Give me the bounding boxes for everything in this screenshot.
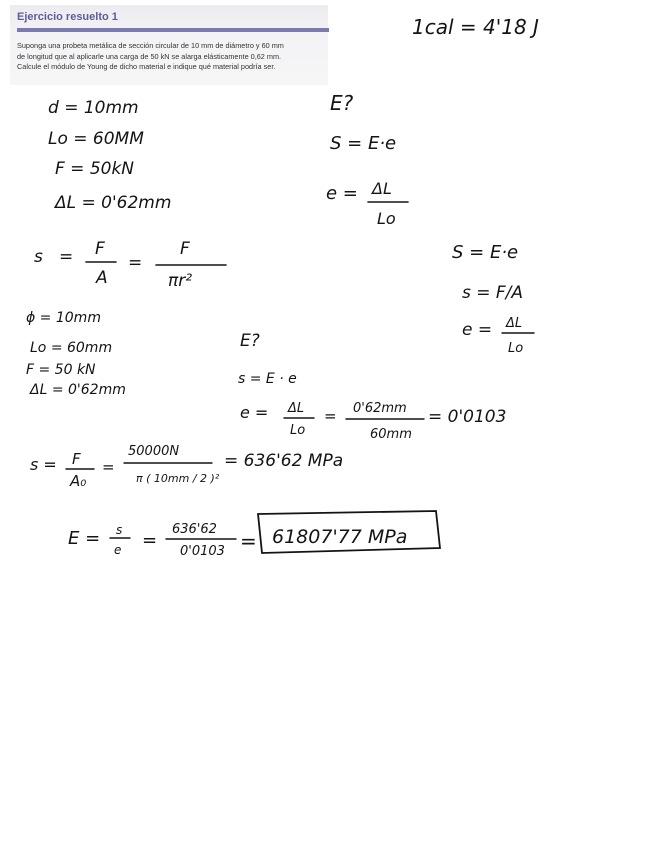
- data2-diameter: ϕ = 10mm: [26, 310, 101, 326]
- problem-line-3: Calcule el módulo de Young de dicho material e indique qué material podría ser.: [17, 62, 276, 71]
- force-value: 50000N: [128, 444, 180, 459]
- unknown-young: E?: [330, 91, 354, 115]
- equals-5: =: [142, 530, 158, 551]
- strain-denominator: Lo: [377, 209, 396, 228]
- strain-num-2: ΔL: [506, 316, 523, 331]
- hooke-law: S = E·e: [330, 133, 397, 154]
- force-numerator-2: F: [180, 239, 190, 259]
- data-elongation: ΔL = 0'62mm: [55, 193, 172, 213]
- force-numerator: F: [95, 239, 105, 259]
- young-calc-e: e: [114, 543, 122, 557]
- data-diameter: d = 10mm: [48, 98, 139, 118]
- hooke-law-2: S = E·e: [452, 242, 519, 263]
- conversion-note: 1cal = 4'18 J: [412, 15, 539, 39]
- data-length: Lo = 60MM: [48, 129, 144, 149]
- equals-2: =: [128, 253, 143, 273]
- strain-den-3: Lo: [290, 423, 306, 438]
- strain-num-3: ΔL: [288, 401, 305, 416]
- equals-4: =: [102, 458, 115, 476]
- stress-value: 636'62: [172, 522, 217, 537]
- strain-result: = 0'0103: [428, 407, 507, 427]
- strain-value: 0'0103: [180, 544, 225, 559]
- equals-6: =: [240, 529, 257, 553]
- data2-length: Lo = 60mm: [30, 340, 113, 356]
- data2-force: F = 50 kN: [26, 362, 96, 378]
- unknown-young-2: E?: [240, 331, 260, 351]
- stress-calc-lhs: s =: [30, 455, 57, 474]
- young-modulus-result: 61807'77 MPa: [272, 526, 408, 548]
- exercise-title: Ejercicio resuelto 1: [17, 11, 118, 23]
- strain-lhs-3: e =: [240, 403, 269, 422]
- hooke-law-3: s = E · e: [238, 371, 297, 387]
- strain-den-2: Lo: [508, 341, 524, 356]
- strain-numerator: ΔL: [372, 179, 392, 198]
- equals-1: =: [59, 247, 74, 267]
- young-calc-s: s: [116, 523, 123, 537]
- stress-definition: s = F/A: [462, 283, 524, 303]
- area-denominator: A: [96, 268, 108, 288]
- length-value: 60mm: [370, 427, 412, 442]
- stress-calc-force: F: [72, 450, 81, 468]
- elongation-value: 0'62mm: [353, 401, 407, 416]
- area-expression: π ( 10mm / 2 )²: [136, 472, 220, 485]
- equals-3: =: [324, 407, 337, 425]
- strain-lhs: e =: [326, 183, 358, 204]
- circle-area: πr²: [168, 271, 193, 291]
- stress-symbol: s: [34, 247, 43, 267]
- problem-line-1: Suponga una probeta metálica de sección circular de 10 mm de diámetro y 60 mm: [17, 41, 284, 50]
- stress-result: = 636'62 MPa: [224, 451, 344, 471]
- young-calc-lhs: E =: [68, 528, 101, 549]
- data-force: F = 50kN: [55, 159, 135, 179]
- data2-elongation: ΔL = 0'62mm: [30, 382, 126, 398]
- problem-line-2: de longitud que al aplicarle una carga de 50 kN se alarga elásticamente 0,62 mm.: [17, 51, 282, 61]
- strain-lhs-2: e =: [462, 320, 493, 340]
- stress-calc-area: A₀: [70, 472, 87, 490]
